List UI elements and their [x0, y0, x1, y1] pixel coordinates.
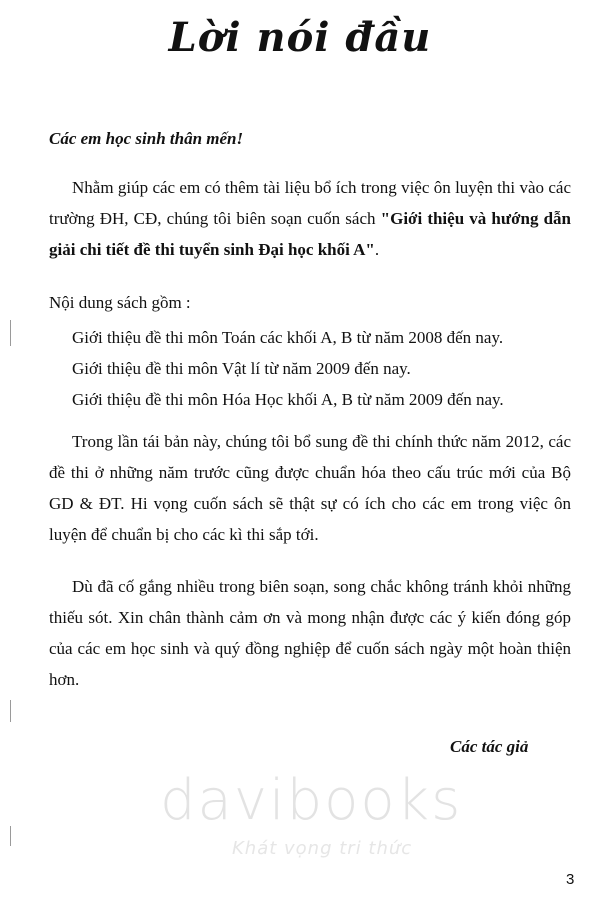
list-item: Giới thiệu đề thi môn Toán các khối A, B từ năm 2008 đến nay. [72, 328, 504, 347]
list-item: Giới thiệu đề thi môn Hóa Học khối A, B từ năm 2009 đến nay. [72, 390, 504, 409]
intro-end: . [374, 240, 380, 259]
list-item: Giới thiệu đề thi môn Vật lí từ năm 2009 đến nay. [72, 359, 411, 378]
book-title: "Giới thiệu và hướng dẫn giải chi tiết đề thi tuyển sinh Đại học khối A" [49, 209, 571, 259]
watermark-brand: davibooks [160, 768, 463, 833]
margin-mark-bottom [10, 826, 11, 846]
salutation: Các em học sinh thân mến! [49, 129, 244, 148]
contents-heading: Nội dung sách gồm : [49, 293, 191, 312]
thanks-paragraph: Dù đã cố gắng nhiều trong biên soạn, song chắc không tránh khỏi những thiếu sót. Xin chân thành cảm ơn và mong nhận được các ý kiến đóng góp của các em học sinh và quý đồng nghiệp để cuốn sách ngày một hoàn thiện hơn. [49, 577, 571, 689]
watermark-tagline: Khát vọng tri thức [232, 838, 413, 859]
intro-paragraph [49, 172, 571, 265]
contents-list [72, 322, 504, 415]
page-title: Lời nói đầu [168, 14, 432, 61]
margin-mark-top [10, 320, 11, 346]
signature: Các tác giả [450, 737, 529, 756]
page-number: 3 [566, 871, 575, 888]
margin-mark-middle [10, 700, 11, 722]
intro-text: Nhằm giúp các em có thêm tài liệu bổ ích trong việc ôn luyện thi vào các trường ĐH, CĐ, chúng tôi biên soạn cuốn sách [49, 178, 571, 228]
update-paragraph: Trong lần tái bản này, chúng tôi bổ sung đề thi chính thức năm 2012, các đề thi ở những năm trước cũng được chuẩn hóa theo cấu trúc mới của Bộ GD & ĐT. Hi vọng cuốn sách sẽ thật sự có ích cho các em trong việc ôn luyện để chuẩn bị cho các kì thi sắp tới. [49, 432, 571, 544]
